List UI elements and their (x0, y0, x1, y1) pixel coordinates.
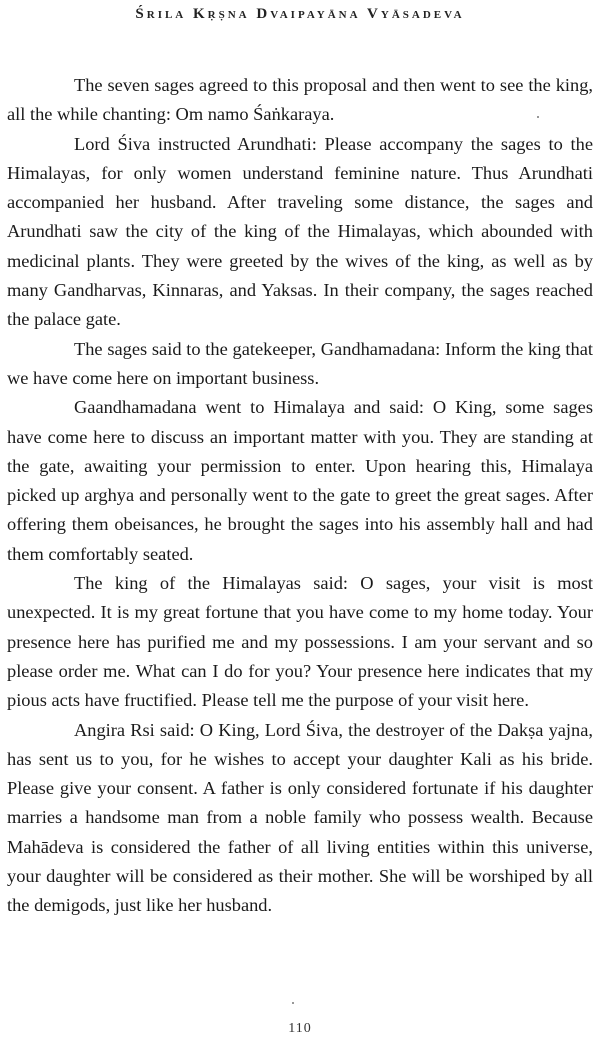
running-header: Śrila Kṛṣna Dvaipayāna Vyāsadeva (135, 6, 465, 22)
paragraph: The sages said to the gatekeeper, Gandhamadana: Inform the king that we have come here on important business. (7, 338, 593, 388)
body-text (7, 71, 593, 921)
paragraph: The king of the Himalayas said: O sages, your visit is most unexpected. It is my great fortune that you have come to my home today. Your presence here has purified me and my possessions. I am your servant and so please order me. What can I do for you? Your presence here indicates that my pious acts have fructified. Please tell me the purpose of your visit here. (7, 573, 593, 711)
paragraph: Lord Śiva instructed Arundhati: Please accompany the sages to the Himalayas, for only women understand feminine nature. Thus Arundhati accompanied her husband. After traveling some distance, the sages and Arundhati saw the city of the king of the Himalayas, which abounded with medicinal plants. They were greeted by the wives of the king, as well as by many Gandharvas, Kinnaras, and Yaksas. In their company, the sages reached the palace gate. (7, 133, 593, 330)
page-number: 110 (288, 1021, 312, 1036)
stray-ink-mark (537, 116, 539, 118)
paragraph: Angira Rsi said: O King, Lord Śiva, the destroyer of the Dakṣa yajna, has sent us to you, for he wishes to accept your daughter Kali as his bride. Please give your consent. A father is only considered fortunate if his daughter marries a handsome man from a noble family who possess wealth. Because Mahādeva is considered the father of all living entities within this universe, your daughter will be considered as their mother. She will be worshiped by all the demigods, just like her husband. (7, 719, 593, 916)
stray-ink-mark (292, 1002, 294, 1004)
paragraph: The seven sages agreed to this proposal and then went to see the king, all the while chanting: Om namo Śaṅkaraya. (7, 75, 593, 125)
paragraph: Gaandhamadana went to Himalaya and said: O King, some sages have come here to discuss an important matter with you. They are standing at the gate, awaiting your permission to enter. Upon hearing this, Himalaya picked up arghya and personally went to the gate to greet the great sages. After offering them obeisances, he brought the sages into his assembly hall and had them comfortably seated. (7, 397, 593, 564)
